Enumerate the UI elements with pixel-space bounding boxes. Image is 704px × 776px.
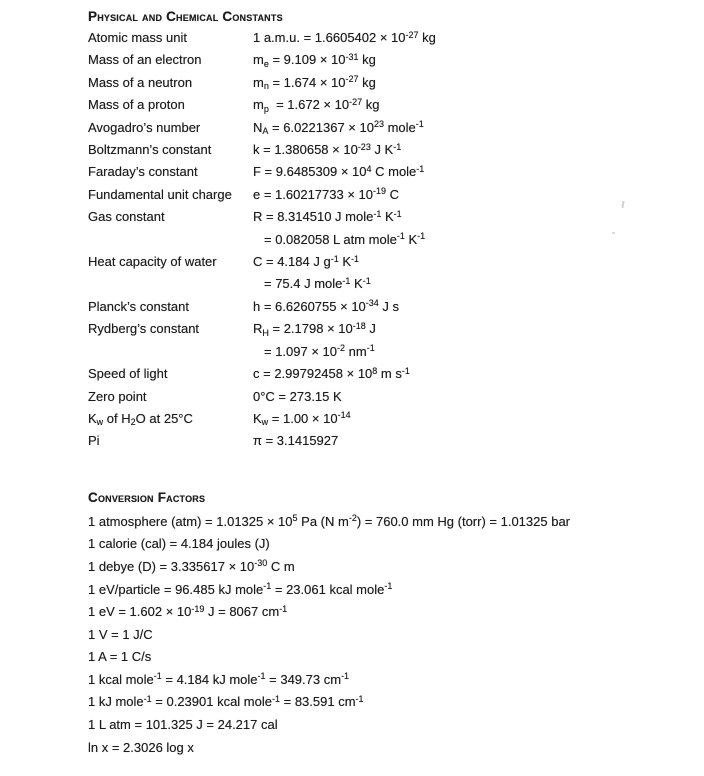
constant-value-group (253, 251, 704, 296)
constant-row (88, 94, 704, 116)
constant-value-group (253, 184, 704, 206)
constant-value-group (253, 94, 704, 116)
constant-row (88, 363, 704, 385)
constant-row (88, 139, 704, 161)
constant-label: Atomic mass unit (88, 30, 187, 45)
constant-row (88, 49, 704, 71)
constant-value: $m_p = 1.672 \times 10^{-27}$ kg (253, 96, 380, 114)
constant-row (88, 296, 704, 318)
conversion-factor-line: 1 eV/particle = 96.485 kJ mole$^{-1}$ = 23.061 kcal mole$^{-1}$ (88, 581, 393, 597)
constant-label: Zero point (88, 388, 147, 404)
constants-section-title: Physical and Chemical Constants (88, 9, 283, 24)
constant-row (88, 117, 704, 139)
constant-value: $R_H = 2.1798 \times 10^{-18}$ J (253, 320, 376, 338)
constant-value: $m_n = 1.674 \times 10^{-27}$ kg (253, 74, 376, 92)
constant-label: Mass of an electron (88, 52, 202, 68)
constant-label: Planck’s constant (88, 298, 189, 314)
constant-label: Faraday’s constant (88, 164, 198, 180)
constant-value-group (253, 139, 704, 161)
constant-value-continued: = 75.4 J mole$^{-1}$ $K^{-1}$ (264, 275, 371, 292)
constant-label: Gas constant (88, 209, 165, 225)
constant-row (88, 184, 704, 206)
constant-value: 1 a.m.u. = $1.6605402 \times 10^{-27}$ kg (253, 29, 436, 45)
constant-value: $F = 9.6485309 \times 10^4$ C mole$^{-1}$ (253, 163, 425, 180)
constant-label: Fundamental unit charge (88, 186, 232, 202)
conversion-factor-line: ln x = 2.3026 log x (88, 739, 194, 755)
conversion-factors-section (88, 490, 704, 760)
constant-value: $e = 1.60217733 \times 10^{-19}$ C (253, 186, 400, 202)
constant-value: $c = 2.99792458 \times 10^8$ m $s^{-1}$ (253, 365, 410, 382)
constant-value-group (253, 72, 704, 94)
constant-label: Heat capacity of water (88, 254, 217, 270)
constant-value-group (253, 161, 704, 183)
constant-row (88, 72, 704, 94)
constant-row (88, 430, 704, 452)
constant-label: Mass of a proton (88, 97, 185, 113)
conversion-factor-line: 1 kcal mole$^{-1}$ = 4.184 kJ mole$^{-1}$ = 349.73 $cm^{-1}$ (88, 671, 350, 687)
constant-value-group (253, 27, 704, 49)
constant-value-group (253, 296, 704, 318)
constant-value-group (253, 363, 704, 385)
conversion-factors-title: Conversion Factors (88, 489, 206, 505)
conversion-factors-list (88, 511, 704, 760)
constant-value: $K_w = 1.00 \times 10^{-14}$ (253, 410, 351, 428)
constant-value-group (253, 430, 704, 452)
conversion-factor-line: 1 debye $(D) = 3.335617 \times 10^{-30}$ C m (88, 558, 295, 574)
constant-label: Speed of light (88, 366, 168, 382)
constant-value: 0°C = 273.15 K (253, 388, 342, 404)
constant-value: $k = 1.380658 \times 10^{-23}$ J $K^{-1}$ (253, 141, 402, 158)
constant-value: $N_A = 6.0221367 \times 10^{23}$ mole$^{-1}$ (253, 119, 424, 137)
constant-value: $m_e = 9.109 \times 10^{-31}$ kg (253, 51, 376, 69)
constant-value-group (253, 318, 704, 363)
conversion-factor-line: 1 eV = $1.602 \times 10^{-19}$ J = 8067 $cm^{-1}$ (88, 603, 288, 620)
constant-value-group (253, 206, 704, 251)
constant-row (88, 251, 704, 296)
conversion-factor-line: 1 kJ mole$^{-1}$ = 0.23901 kcal mole$^{-1}$ = 83.591 $cm^{-1}$ (88, 693, 364, 710)
conversion-factor-line: 1 V = 1 J/C (88, 626, 153, 642)
constant-value: R = 8.314510 J mole$^{-1}$ $K^{-1}$ (253, 208, 402, 225)
constant-row (88, 161, 704, 183)
constants-table (88, 27, 704, 453)
constant-row (88, 206, 704, 251)
constant-value-group (253, 49, 704, 71)
constant-value-continued: = $1.097 \times 10^{-2}$ $nm^{-1}$ (264, 343, 375, 359)
constant-label: $K_w$ of $H_2O$ at 25°C (88, 410, 193, 428)
constant-label: Avogadro’s number (88, 119, 201, 135)
constant-value: C = 4.184 J $g^{-1}$ $K^{-1}$ (253, 253, 360, 270)
constants-section (88, 9, 704, 453)
constant-label: Boltzmann’s constant (88, 142, 212, 158)
constant-row (88, 408, 704, 430)
constant-value: π = 3.1415927 (253, 433, 339, 449)
conversion-factor-line: 1 A = 1 C/s (88, 649, 152, 665)
constant-label: Rydberg’s constant (88, 321, 200, 337)
constant-value-group (253, 386, 704, 408)
conversion-factor-line: 1 atmosphere $(atm) = 1.01325 \times 10^5$ Pa (N $m^{-2}) = 760.0$ mm Hg (torr) = 1.01325 bar (88, 513, 570, 529)
constant-value-continued: = 0.082058 L atm mole$^{-1}$ $K^{-1}$ (264, 231, 426, 247)
constant-label: Pi (88, 433, 100, 449)
constant-row (88, 318, 704, 363)
constant-row (88, 27, 704, 49)
constant-label: Mass of a neutron (88, 74, 193, 90)
conversion-factor-line: 1 calorie (cal) = 4.184 joules (J) (88, 536, 270, 552)
constant-row (88, 386, 704, 408)
conversion-factor-line: 1 L atm = 101.325 J = 24.217 cal (88, 717, 278, 733)
constant-value-group (253, 408, 704, 430)
constant-value-group (253, 117, 704, 139)
constant-value: $h = 6.6260755 \times 10^{-34}$ J s (253, 298, 400, 314)
